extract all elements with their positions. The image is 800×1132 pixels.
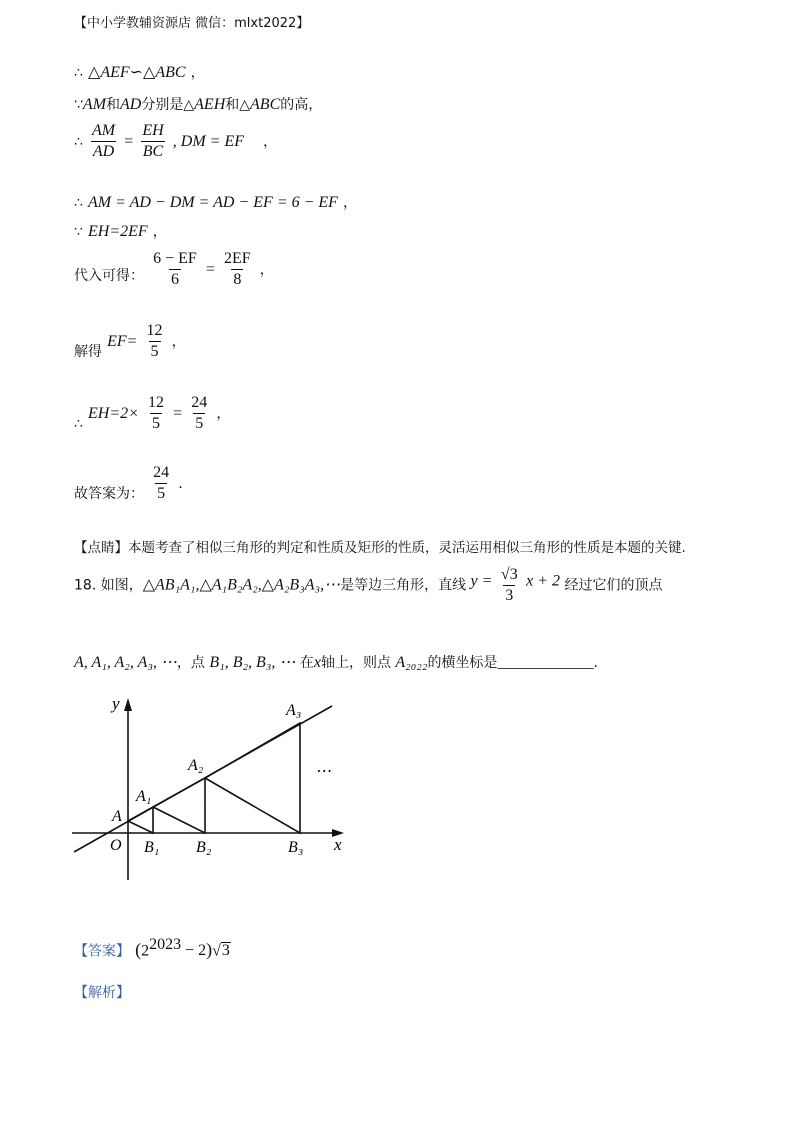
point-a2-label: A₂ — [188, 757, 204, 774]
y-axis-arrow — [124, 698, 132, 711]
point-b3-label: B₃ — [288, 839, 304, 856]
origin-label: O — [110, 837, 122, 854]
question-number: 18. — [74, 577, 97, 594]
line-eh-value: ∴ EH=2× $\frac{12}{5}$ = $\frac{24}{5}$ ， — [74, 394, 231, 432]
line-final-answer: 故答案为： $\frac{24}{5}$ . — [74, 464, 183, 502]
line-similar-triangles: ∴ △AEF∽△ABC ， — [74, 64, 205, 81]
question-18-line1: 18. 如图，△AB₁A₁,△A₁B₂A₂,△A₂B₃A₃,⋯是等边三角形，直线 y = $\frac{√3}{3}$ x + 2 经过它们的顶点 — [74, 566, 663, 604]
answer-line: 【答案】 $(2^{2023} - 2)√3$ — [74, 936, 230, 960]
comment-paragraph — [74, 536, 686, 556]
line-heights: ∵AM和AD分别是△AEH和△ABC的高， — [74, 96, 323, 113]
fraction-12-5: $\frac{12}{5}$ — [146, 322, 163, 360]
triangle-a2-b3-a3 — [205, 723, 300, 833]
point-b2-label: B₂ — [196, 839, 212, 856]
fraction-2ef-8: $\frac{2EF}{8}$ — [224, 250, 251, 288]
y-axis-label: y — [112, 694, 120, 713]
fraction-12-5-b: $\frac{12}{5}$ — [148, 394, 165, 432]
comment-tag: 【点睛】 — [74, 540, 128, 556]
line-solve-ef: 解得 EF= $\frac{12}{5}$ ， — [74, 322, 186, 360]
fraction-6-ef-6: $\frac{6 - EF}{6}$ — [153, 250, 197, 288]
line-substitute: 代入可得： $\frac{6 - EF}{6}$ = $\frac{2EF}{8}$ ， — [74, 250, 274, 288]
x-axis-label: x — [334, 835, 342, 854]
point-a3-label: A₃ — [286, 702, 302, 719]
question-18-line2: A, A₁, A₂, A₃, ⋯，点 B₁, B₂, B₃, ⋯ 在x轴上，则点 A₂₀₂₂的横坐标是____________. — [74, 654, 598, 671]
fraction-eh-bc: $\frac{EH}{BC}$ — [142, 122, 164, 160]
point-a-label: A — [112, 808, 122, 825]
line-am-expression: ∴ AM = AD − DM = AD − EF = 6 − EF ， — [74, 194, 358, 211]
page-header: 【中小学教辅资源店 微信：mlxt2022】 — [74, 16, 310, 31]
fraction-24-5-answer: $\frac{24}{5}$ — [153, 464, 170, 502]
line-ratio: ∴ $\frac{AM}{AD}$ = $\frac{EH}{BC}$ , DM = EF ， — [74, 122, 278, 160]
answer-blank: ____________ — [497, 654, 594, 671]
triangle-a1-b2-a2 — [153, 778, 205, 833]
fraction-am-ad: $\frac{AM}{AD}$ — [92, 122, 116, 160]
analysis-tag: 【解析】 — [74, 985, 130, 1001]
line-eh-2ef: ∵ EH=2EF ， — [74, 223, 167, 240]
comment-text: 本题考查了相似三角形的判定和性质及矩形的性质，灵活运用相似三角形的性质是本题的关键. — [128, 540, 686, 556]
fraction-24-5: $\frac{24}{5}$ — [191, 394, 208, 432]
point-b1-label: B₁ — [144, 839, 160, 856]
ellipsis-label: ⋯ — [315, 763, 331, 780]
equilateral-triangles-figure — [60, 690, 360, 890]
point-a1-label: A₁ — [136, 788, 152, 805]
fraction-sqrt3-3: $\frac{√3}{3}$ — [500, 566, 518, 604]
answer-tag: 【答案】 — [74, 943, 130, 960]
